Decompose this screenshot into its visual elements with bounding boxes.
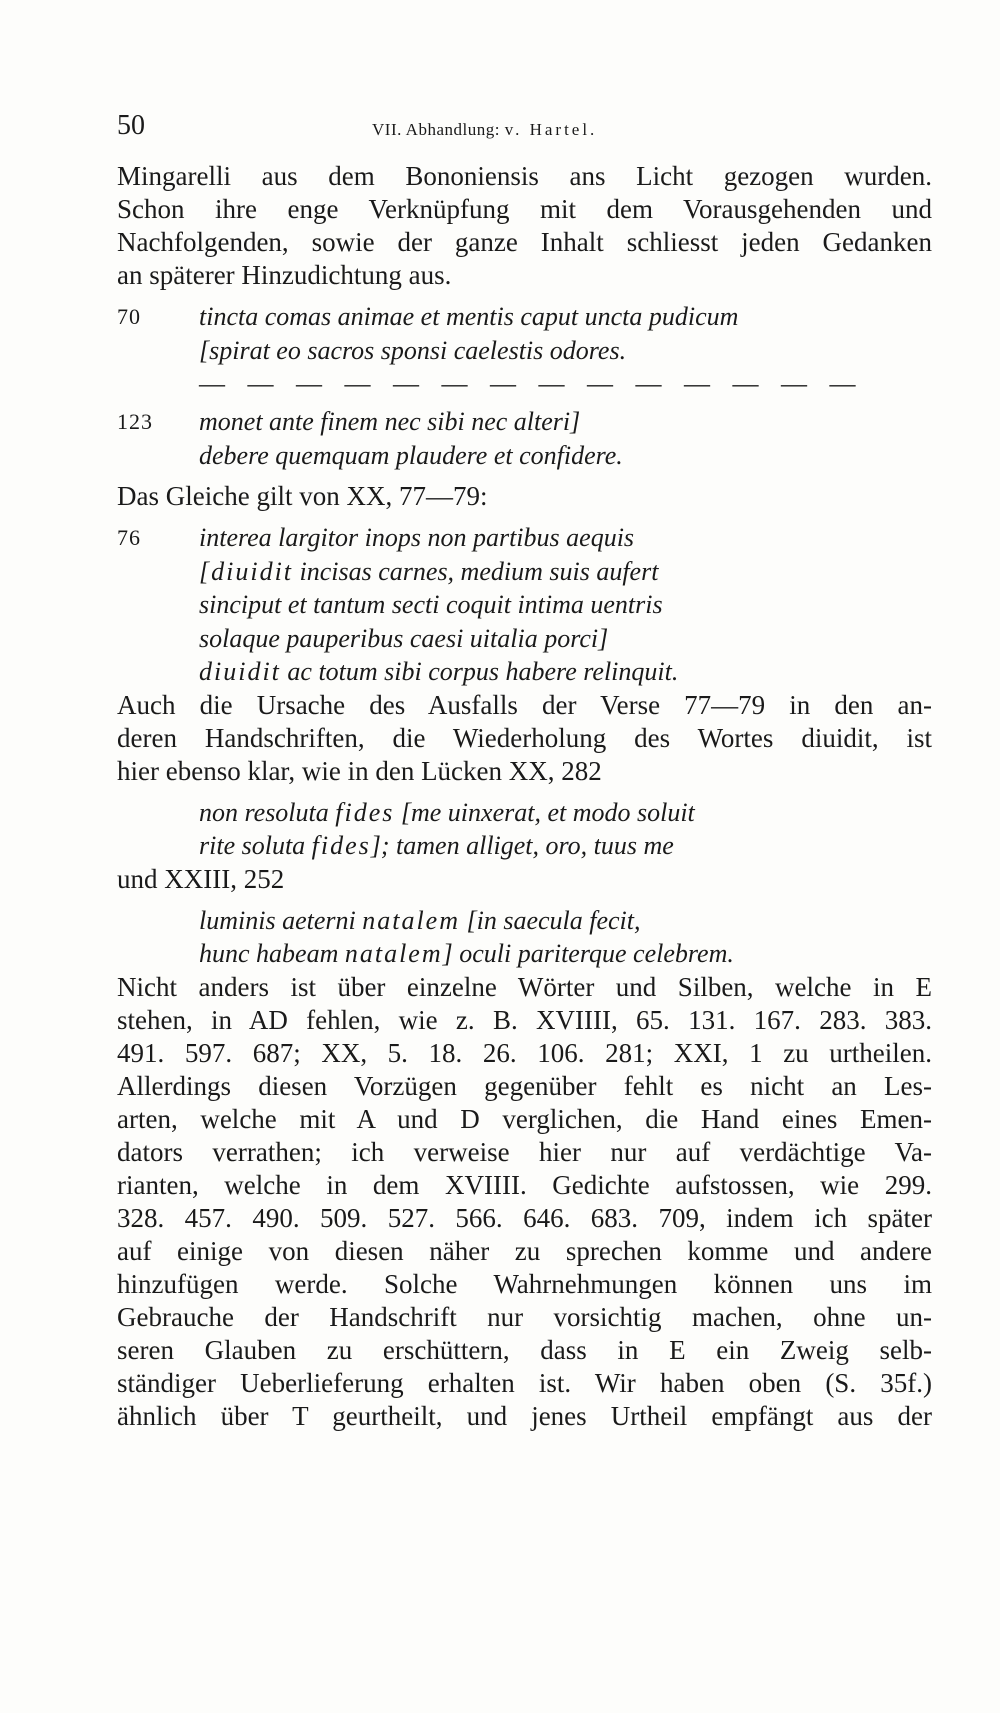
paragraph-1 [117, 160, 932, 292]
text-line: stehen, in AD fehlen, wie z. B. XVIIII, 65. 131. 167. 283. 383. [117, 1004, 932, 1035]
text-line: deren Handschriften, die Wiederholung des Wortes diuidit, ist [117, 722, 932, 753]
verse-line [117, 334, 932, 368]
running-head-author: v. Hartel. [504, 120, 598, 139]
verse-text: solaque pauperibus caesi uitalia porci] [199, 623, 609, 653]
text-line: Allerdings diesen Vorzügen gegenüber fehlt es nicht an Les- [117, 1070, 932, 1101]
verse-line [117, 588, 932, 622]
verse-line [117, 904, 932, 938]
verse-text: [me uinxerat, et modo soluit [394, 797, 695, 827]
verse-block-3 [117, 521, 932, 689]
verse-text: interea largitor inops non partibus aequis [199, 523, 635, 552]
verse-line [117, 300, 932, 334]
text-line: Schon ihre enge Verknüpfung mit dem Vorausgehenden und [117, 194, 932, 224]
verse-text: [spirat eo sacros sponsi caelestis odores. [199, 335, 627, 365]
verse-line [117, 622, 932, 656]
text-line: arten, welche mit A und D verglichen, die Hand eines Emen- [117, 1103, 932, 1134]
text-line: dators verrathen; ich verweise hier nur auf verdächtige Va- [117, 1136, 932, 1167]
text-line: an späterer Hinzudichtung aus. [117, 260, 452, 290]
page-header [117, 110, 932, 160]
verse-line [117, 829, 932, 863]
text-line: ähnlich über T geurtheilt, und jenes Urtheil empfängt aus der [117, 1400, 932, 1431]
paragraph-2 [117, 480, 932, 513]
verse-block-2 [117, 405, 932, 472]
paragraph-5 [117, 971, 932, 1433]
page [117, 110, 932, 1433]
text-line: seren Glauben zu erschüttern, dass in E ein Zweig selb- [117, 1334, 932, 1365]
verse-text: non resoluta [199, 797, 336, 827]
verse-line [117, 555, 932, 589]
text-line: Gebrauche der Handschrift nur vorsichtig machen, ohne un- [117, 1301, 932, 1332]
text-line: 328. 457. 490. 509. 527. 566. 646. 683. 709, indem ich später [117, 1202, 932, 1233]
text-line: Nicht anders ist über einzelne Wörter und Silben, welche in E [117, 971, 932, 1002]
paragraph-3 [117, 689, 932, 788]
text-line: hinzufügen werde. Solche Wahrnehmungen können uns im [117, 1268, 932, 1299]
verse-line [117, 655, 932, 689]
verse-text: hunc habeam [199, 939, 345, 968]
verse-text: rite soluta [199, 831, 312, 860]
text-line: Nachfolgenden, sowie der ganze Inhalt schliesst jeden Gedanken [117, 227, 932, 257]
verse-number: 123 [117, 409, 153, 434]
verse-text: debere quemquam plaudere et confidere. [199, 440, 623, 470]
text-line: Auch die Ursache des Ausfalls der Verse 77—79 in den an- [117, 689, 932, 720]
verse-text: ] oculi pariterque celebrem. [442, 939, 734, 968]
verse-text: monet ante finem nec sibi nec alteri] [199, 407, 581, 436]
page-number: 50 [117, 110, 145, 141]
text-line: 491. 597. 687; XX, 5. 18. 26. 106. 281; XXI, 1 zu urtheilen. [117, 1037, 932, 1068]
verse-text-spaced: natalem [362, 905, 460, 935]
verse-text-spaced: fides [335, 797, 395, 827]
verse-line [117, 521, 932, 555]
verse-block-5 [117, 904, 932, 971]
text-line: und XXIII, 252 [117, 863, 285, 894]
verse-block-1 [117, 300, 932, 367]
verse-text: sinciput et tantum secti coquit intima uentris [199, 590, 663, 619]
paragraph-4 [117, 863, 932, 896]
text-line: ständiger Ueberlieferung erhalten ist. Wir haben oben (S. 35f.) [117, 1367, 932, 1398]
text-line: Das Gleiche gilt von XX, 77—79: [117, 481, 488, 511]
text-line: auf einige von diesen näher zu sprechen komme und andere [117, 1235, 932, 1266]
verse-text-spaced: natalem [344, 939, 443, 968]
verse-number: 76 [117, 525, 141, 550]
omission-dashes: — — — — — — — — — — — — — — [199, 369, 864, 398]
verse-text-spaced: [diuidit [199, 556, 294, 586]
verse-text: luminis aeterni [199, 905, 363, 935]
verse-block-4 [117, 796, 932, 863]
verse-text: tincta comas animae et mentis caput uncta pudicum [199, 302, 739, 331]
verse-text-spaced: fides [311, 831, 371, 860]
verse-number: 70 [117, 304, 141, 329]
verse-text: ac totum sibi corpus habere relinquit. [280, 657, 679, 686]
text-line: hier ebenso klar, wie in den Lücken XX, 282 [117, 755, 602, 786]
running-head [372, 120, 597, 140]
running-head-prefix: VII. Abhandlung: [372, 120, 500, 139]
verse-line [117, 439, 932, 473]
verse-line [117, 937, 932, 971]
text-line: Mingarelli aus dem Bononiensis ans Licht gezogen wurden. [117, 161, 932, 191]
verse-line [117, 796, 932, 830]
verse-text-spaced: diuidit [199, 657, 281, 686]
verse-text: [in saecula fecit, [459, 905, 641, 935]
verse-text: ]; tamen alliget, oro, tuus me [370, 831, 674, 860]
verse-text: incisas carnes, medium suis aufert [293, 556, 659, 586]
verse-line [117, 405, 932, 439]
text-line: rianten, welche in dem XVIIII. Gedichte aufstossen, wie 299. [117, 1169, 932, 1200]
